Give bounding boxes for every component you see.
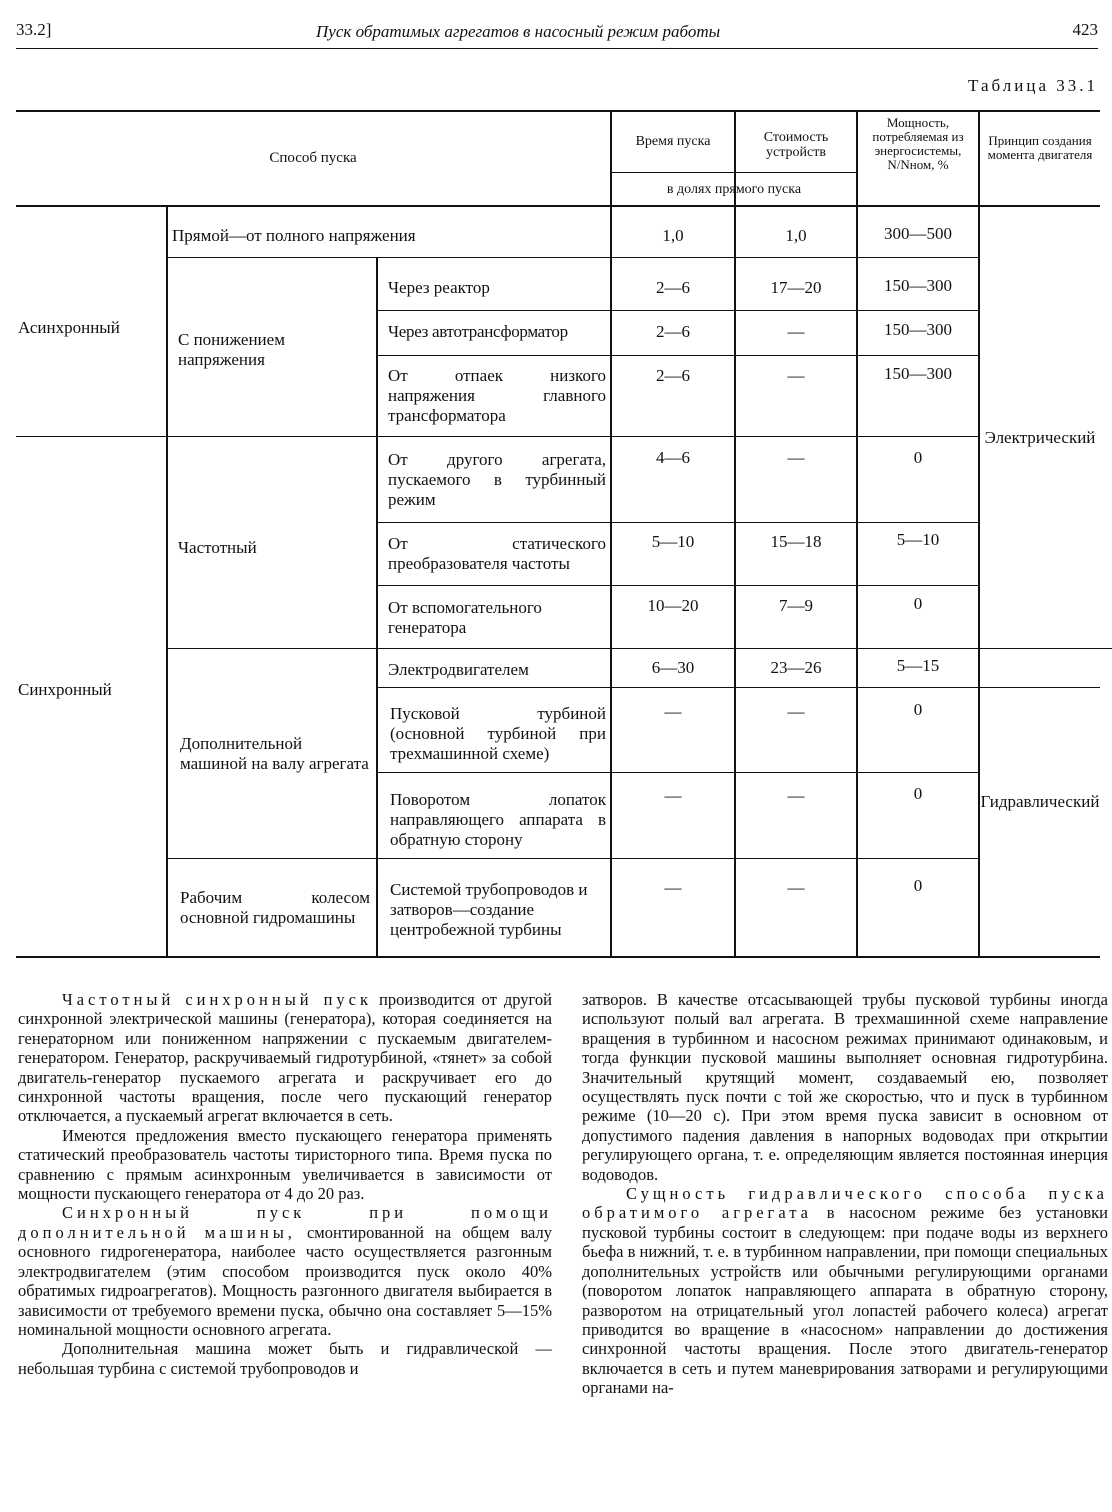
paragraph-body: затворов. В качестве отсасывающей трубы пусковой турбины иногда используют полый вал агрегата. В трехмашинной схеме направление вращения в турбинном и насосном режимах принимают одинаковым, и тогда функции пусковой машины выполняет основная гидротурбина. Значительный крутящий момент, создаваемый ею, позволяет осуществлять пуск почти с той же скоростью, что и пуск в турбинном режиме (10—20 с). При этом время пуска зависит в основном от допустимого падения давления в напорных водоводах при открытии регулирующего органа, т. е. определяющим является постоянная инерция водоводов. — [582, 990, 1108, 1184]
row-cost: 7—9 — [779, 596, 813, 615]
principle-hydraulic: Гидравлический — [980, 792, 1100, 811]
paragraph — [18, 1339, 552, 1378]
row-rule — [376, 772, 978, 773]
header-time: Время пуска — [635, 134, 711, 149]
row-time: 2—6 — [656, 366, 690, 385]
header-cost: Стоимость устройств — [763, 130, 829, 160]
header-method: Способ пуска — [269, 150, 357, 166]
subgroup-runner: Рабочим колесом основной гидромашины — [180, 888, 370, 927]
row-power: 0 — [913, 700, 923, 719]
row-cost: 17—20 — [770, 278, 822, 297]
row-method: От статического преобразователя частоты — [388, 534, 606, 573]
row-rule — [166, 648, 1112, 649]
row-power: 5—10 — [896, 530, 940, 549]
paragraph-body: в насосном режиме без установки пусковой турбины состоит в следующем: при подаче воды из верхнего бьефа в нижний, т. е. в турбинном направлении, при помощи специальных дополнительных устройств или обычными регулирующими органами (поворотом лопаток направляющего аппарата в обратную сторону, разворотом на отрицательный угол лопастей рабочего колеса) агрегат приводится во вращение в «насосном» направлении до достижения синхронной частоты вращения. После этого двигатель-генератор включается в сеть и путем маневрирования затворами и регулирующими органами на- — [582, 1203, 1108, 1398]
row-cost: 1,0 — [785, 226, 807, 245]
paragraph — [582, 990, 1108, 1184]
table-label: Таблица 33.1 — [968, 76, 1098, 95]
row-cost: — — [787, 366, 805, 385]
row-method: Прямой—от полного напряжения — [172, 226, 416, 245]
row-power: 0 — [913, 784, 923, 803]
group-async: Асинхронный — [18, 318, 120, 337]
row-time: — — [664, 702, 682, 721]
col-rule — [978, 110, 980, 956]
row-time: — — [664, 786, 682, 805]
paragraph — [582, 1184, 1108, 1397]
row-cost: — — [787, 786, 805, 805]
row-method: От отпаек низкого напряжения главного трансформатора — [388, 366, 606, 425]
row-method: Поворотом лопаток направляющего аппарата в обратную сторону — [390, 790, 606, 849]
paragraph — [18, 990, 552, 1126]
row-time: 10—20 — [647, 596, 699, 615]
paragraph — [18, 1126, 552, 1204]
header-bottom-rule — [16, 205, 1100, 207]
section-number: 33.2] — [16, 20, 52, 39]
row-power: 300—500 — [884, 224, 952, 243]
row-time: 6—30 — [651, 658, 695, 677]
row-power: 150—300 — [884, 364, 952, 383]
page-number: 423 — [1072, 20, 1098, 39]
row-power: 5—15 — [896, 656, 940, 675]
row-method: Через автотрансформатор — [388, 322, 568, 341]
row-time: 2—6 — [656, 278, 690, 297]
paragraph-body: Имеются предложения вместо пускающего генератора применять статический преобразователь частоты тиристорного типа. Время пуска по сравнению с прямым асинхронным увеличивается в зависимости от мощности пускающего генератора от 4 до 20 раз. — [18, 1125, 552, 1204]
paragraph — [18, 1203, 552, 1339]
paragraph-body: смонтированной на общем валу основного гидрогенератора, наиболее часто осуществляется разгонным электродвигателем (этим способом производится пуск около 40% обратимых гидроагрегатов). Мощность разгонного двигателя выбирается в зависимости от требуемого времени пуска, обычно она составляет 5—15% номинальной мощности основного агрегата. — [18, 1222, 552, 1339]
header-subrule — [610, 172, 856, 173]
col-rule — [166, 205, 168, 956]
row-method: Системой трубопроводов и затворов—создание центробежной турбины — [390, 880, 588, 939]
row-rule — [376, 355, 978, 356]
header-rule — [16, 48, 1098, 49]
row-method: От другого агрегата, пускаемого в турбинный режим — [388, 450, 606, 509]
header-power: Мощность, потребляемая из энергосистемы, N/Nном, % — [872, 115, 964, 172]
row-rule — [376, 522, 978, 523]
row-cost: 23—26 — [770, 658, 822, 677]
header-principle: Принцип создания момента двигателя — [987, 133, 1093, 162]
row-cost: — — [787, 702, 805, 721]
subgroup-frequency: Частотный — [178, 538, 257, 557]
text-column-right — [582, 990, 1108, 1398]
row-time: 1,0 — [662, 226, 684, 245]
paragraph-body: производится от другой синхронной электрической машины (генератора), которая соединяется на генераторном или пониженном напряжении с пускаемым двигателем-генератором. Генератор, раскручиваемый гидротурбиной, «тянет» за собой двигатель-генератор пускаемого агрегата и раскручивает его до синхронной частоты вращения, после чего пускающий генератор отключается, а пускаемый агрегат включается в сеть. — [18, 990, 552, 1126]
row-method: Электродвигателем — [388, 660, 529, 679]
row-cost: — — [787, 322, 805, 341]
table-bottom-rule — [16, 956, 1100, 958]
group-sync: Синхронный — [18, 680, 112, 699]
row-power: 150—300 — [884, 320, 952, 339]
row-method: От вспомогательного генератора — [388, 598, 542, 637]
row-rule — [376, 585, 978, 586]
subgroup-reduced: С понижением напряжения — [178, 330, 285, 369]
running-header — [16, 20, 1098, 50]
row-cost: — — [787, 878, 805, 897]
row-rule — [376, 310, 978, 311]
row-power: 0 — [913, 448, 923, 467]
paragraph-lead: Синхронный пуск при помощи дополнительной машины, — [18, 1203, 552, 1242]
text-column-left — [18, 990, 552, 1378]
paragraph-lead: Частотный синхронный пуск — [62, 990, 373, 1009]
paragraph-body: Дополнительная машина может быть и гидравлической — небольшая турбина с системой трубопроводов и — [18, 1339, 552, 1378]
row-method: Через реактор — [388, 278, 490, 297]
row-time: 2—6 — [656, 322, 690, 341]
row-power: 0 — [913, 594, 923, 613]
row-time: — — [664, 878, 682, 897]
row-time: 4—6 — [656, 448, 690, 467]
principle-electric: Электрический — [984, 428, 1096, 447]
row-rule — [978, 687, 1100, 688]
row-rule — [16, 436, 978, 437]
col-rule — [376, 257, 378, 956]
running-title: Пуск обратимых агрегатов в насосный режим работы — [316, 22, 721, 41]
row-cost: 15—18 — [770, 532, 822, 551]
row-rule — [376, 687, 978, 688]
subgroup-aux-machine: Дополнительной машиной на валу агрегата — [180, 734, 369, 773]
row-cost: — — [787, 448, 805, 467]
paragraph-lead: Сущность гидравлического способа пуска обратимого агрегата — [582, 1184, 1108, 1223]
row-power: 150—300 — [884, 276, 952, 295]
row-power: 0 — [913, 876, 923, 895]
table-top-rule — [16, 110, 1100, 112]
row-method: Пусковой турбиной (основной турбиной при трехмашинной схеме) — [390, 704, 606, 763]
row-time: 5—10 — [651, 532, 695, 551]
header-fraction: в долях прямого пуска — [666, 182, 802, 197]
data-table — [16, 110, 1100, 960]
